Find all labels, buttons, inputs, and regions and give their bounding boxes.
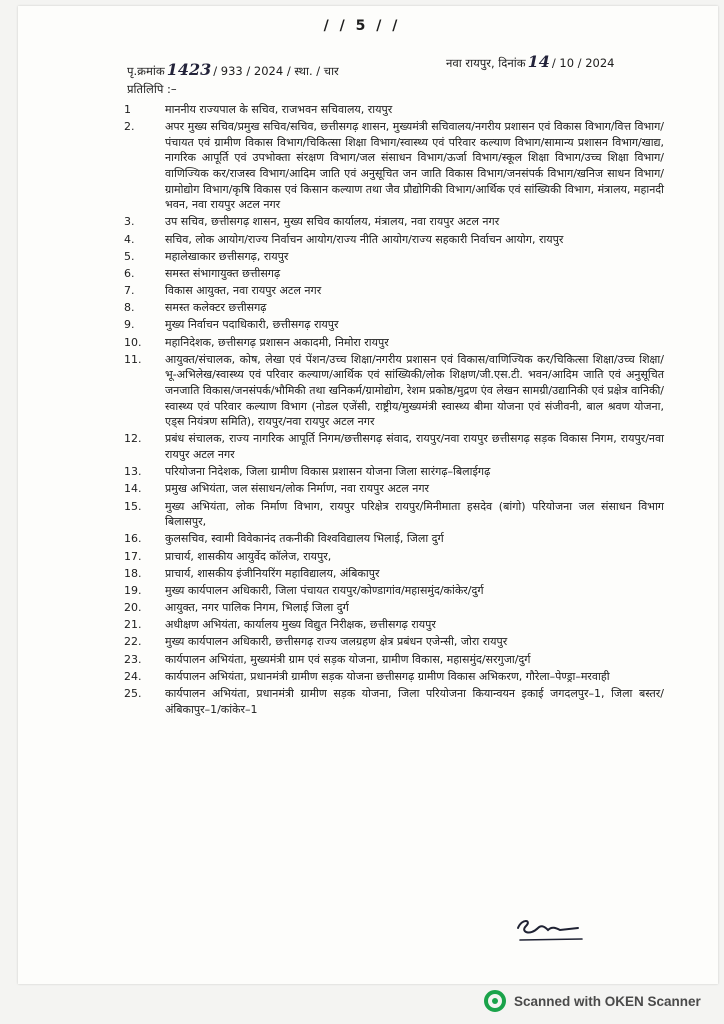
item-number: 21.: [124, 618, 142, 632]
item-number: 14.: [124, 482, 142, 496]
reference-handwritten-number: 1423: [166, 60, 212, 79]
place-and-date: [446, 52, 614, 71]
item-text: परियोजना निदेशक, जिला ग्रामीण विकास प्रशासन योजना जिला सारंगढ़–बिलाईगढ़: [165, 465, 491, 479]
item-text: महालेखाकार छत्तीसगढ़, रायपुर: [165, 249, 289, 263]
reference-number: [127, 60, 339, 79]
item-text: प्रमुख अभियंता, जल संसाधन/लोक निर्माण, नवा रायपुर अटल नगर: [165, 482, 430, 496]
list-item: [124, 617, 664, 633]
list-item: [124, 249, 664, 265]
copy-to-label: प्रतिलिपि :–: [127, 82, 177, 96]
item-text: मुख्य अभियंता, लोक निर्माण विभाग, रायपुर परिक्षेत्र रायपुर/मिनीमाता हसदेव (बांगो) परियोजना जल संसाधन विभाग बिलासपुर,: [165, 499, 664, 529]
reference-suffix: / 933 / 2024 / स्था. / चार: [213, 64, 339, 78]
item-text: मुख्य कार्यपालन अधिकारी, जिला पंचायत रायपुर/कोण्डागांव/महासमुंद/कांकेर/दुर्ग: [165, 583, 484, 597]
item-number: 13.: [124, 465, 142, 479]
item-number: 18.: [124, 566, 142, 580]
item-number: 9.: [124, 318, 135, 332]
date-handwritten-day: 14: [527, 52, 550, 71]
item-text: प्रबंध संचालक, राज्य नागरिक आपूर्ति निगम/छत्तीसगढ़ संवाद, रायपुर/नवा रायपुर छत्तीसगढ़ सड़क विकास निगम, रायपुर/नवा रायपुर अटल नगर: [165, 432, 664, 461]
list-item: [124, 634, 664, 650]
signature: [512, 906, 584, 946]
list-item: [124, 300, 664, 316]
item-text: कुलसचिव, स्वामी विवेकानंद तकनीकी विश्वविद्यालय भिलाई, जिला दुर्ग: [165, 532, 444, 546]
list-item: [124, 283, 664, 299]
item-text: समस्त संभागायुक्त छत्तीसगढ़: [165, 266, 281, 280]
item-number: 17.: [124, 549, 142, 563]
item-number: 22.: [124, 635, 142, 649]
item-text: समस्त कलेक्टर छत्तीसगढ़: [165, 301, 267, 315]
item-number: 3.: [124, 215, 135, 229]
oken-logo-icon: [484, 990, 506, 1012]
item-text: सचिव, लोक आयोग/राज्य निर्वाचन आयोग/राज्य नीति आयोग/राज्य सहकारी निर्वाचन आयोग, रायपुर: [165, 232, 564, 246]
item-text: आयुक्त, नगर पालिक निगम, भिलाई जिला दुर्ग: [165, 601, 349, 615]
list-item: [124, 232, 664, 248]
item-text: प्राचार्य, शासकीय इंजीनियरिंग महाविद्यालय, अंबिकापुर: [165, 566, 380, 580]
item-number: 8.: [124, 301, 135, 315]
item-text: माननीय राज्यपाल के सचिव, राजभवन सचिवालय, रायपुर: [165, 103, 393, 116]
distribution-list: [124, 102, 664, 719]
list-item: [124, 499, 664, 530]
list-item: [124, 566, 664, 582]
list-item: [124, 317, 664, 333]
item-number: 20.: [124, 601, 142, 615]
list-item: [124, 652, 664, 668]
scanner-text: Scanned with OKEN Scanner: [514, 993, 701, 1009]
item-number: 19.: [124, 583, 142, 597]
list-item: [124, 352, 664, 430]
item-number: 2.: [124, 120, 135, 134]
list-item: [124, 583, 664, 599]
list-item: [124, 214, 664, 230]
item-text: महानिदेशक, छत्तीसगढ़ प्रशासन अकादमी, निमोरा रायपुर: [165, 335, 389, 349]
item-number: 6.: [124, 266, 135, 280]
page-number: / / 5 / /: [323, 18, 401, 34]
item-text: विकास आयुक्त, नवा रायपुर अटल नगर: [165, 284, 322, 298]
item-number: 12.: [124, 432, 142, 446]
item-text: आयुक्त/संचालक, कोष, लेखा एवं पेंशन/उच्च शिक्षा/नगरीय प्रशासन एवं विकास/वाणिज्यिक कर/चिकित्सा शिक्षा/उच्च शिक्षा/भू-अभिलेख/स्वास्थ्य एवं परिवार कल्याण/आर्थिक एवं सांख्यिकी/लोक शिक्षण/जी.एस.टी. भवन/आदिम जाति एवं अनुसूचित जनजाति विकास/जनसंपर्क/भौमिकी तथा खनिकर्म/ग्रामोद्योग, रेशम प्रकोष्ठ/मुद्रण एंव लेखन सामग्री/उद्यानिकी एवं प्रक्षेत्र वानिकी/स्वास्थ्य एवं परिवार कल्याण विभाग (नोडल एजेंसी, राष्ट्रीय/मुख्यमंत्री स्वास्थ्य बीमा योजना एवं संजीवनी, बाल श्रवण योजना, एड्स नियंत्रण समिति), रायपुर/नवा रायपुर अटल नगर: [165, 352, 664, 429]
reference-prefix: पृ.क्रमांक: [127, 64, 165, 78]
list-item: [124, 600, 664, 616]
item-text: प्राचार्य, शासकीय आयुर्वेद कॉलेज, रायपुर,: [165, 549, 332, 563]
item-number: 25.: [124, 687, 142, 701]
item-number: 11.: [124, 352, 142, 366]
list-item: [124, 335, 664, 351]
list-item: [124, 431, 664, 462]
item-text: कार्यपालन अभियंता, प्रधानमंत्री ग्रामीण सड़क योजना छत्तीसगढ़ ग्रामीण विकास अभिकरण, गौरेला–पेण्ड्रा–मरवाही: [165, 669, 610, 683]
list-item: [124, 531, 664, 547]
item-number: 7.: [124, 284, 135, 298]
item-text: कार्यपालन अभियंता, मुख्यमंत्री ग्राम एवं सड़क योजना, ग्रामीण विकास, महासमुंद/सरगुजा/दुर्ग: [165, 652, 531, 666]
item-text: अपर मुख्य सचिव/प्रमुख सचिव/सचिव, छत्तीसगढ़ शासन, मुख्यमंत्री सचिवालय/नगरीय प्रशासन एवं विकास विभाग/वित्त विभाग/पंचायत एवं ग्रामीण विकास विभाग/चिकित्सा शिक्षा विभाग/स्वास्थ्य एवं परिवार कल्याण विभाग/सामान्य प्रशासन विभाग/खाद्य, नागरिक आपूर्ति एवं उपभोक्ता संरक्षण विभाग/जल संसाधन विभाग/ऊर्जा विभाग/स्कूल शिक्षा विभाग/उच्च शिक्षा विभाग/वाणिज्यिक कर/राजस्व विभाग/आदिम जाति एवं अनुसूचित जन जाति विकास विभाग/जनसंपर्क विभाग/खनिज साधन विभाग/ग्रामोद्योग विभाग/कृषि विकास एवं किसान कल्याण तथा जैव प्रौद्योगिकी विभाग/आर्थिक एवं सांख्यिकी विभाग, मंत्रालय, महानदी भवन, नवा रायपुर अटल नगर: [165, 120, 664, 212]
list-item: [124, 549, 664, 565]
item-text: मुख्य निर्वाचन पदाधिकारी, छत्तीसगढ़ रायपुर: [165, 318, 339, 332]
item-text: मुख्य कार्यपालन अधिकारी, छत्तीसगढ़ राज्य जलग्रहण क्षेत्र प्रबंधन एजेन्सी, जोरा रायपुर: [165, 635, 508, 649]
item-number: 4.: [124, 232, 135, 246]
list-item: [124, 481, 664, 497]
item-number: 16.: [124, 532, 142, 546]
item-number: 10.: [124, 335, 142, 349]
list-item: [124, 266, 664, 282]
item-text: अधीक्षण अभियंता, कार्यालय मुख्य विद्युत निरीक्षक, छत्तीसगढ़ रायपुर: [165, 618, 436, 632]
place-date-label: नवा रायपुर, दिनांक: [446, 56, 526, 70]
item-number: 15.: [124, 499, 142, 513]
item-text: कार्यपालन अभियंता, प्रधानमंत्री ग्रामीण सड़क योजना, जिला परियोजना कियान्वयन इकाई जगदलपुर–1, जिला बस्तर/अंबिकापुर–1/कांकेर–1: [165, 687, 664, 716]
list-item: [124, 464, 664, 480]
list-item: [124, 686, 664, 717]
item-number: 24.: [124, 669, 142, 683]
list-item: [124, 669, 664, 685]
item-number: 1: [124, 103, 131, 116]
scanner-watermark: [484, 990, 701, 1012]
item-number: 5.: [124, 249, 135, 263]
list-item: [124, 119, 664, 213]
item-number: 23.: [124, 652, 142, 666]
item-text: उप सचिव, छत्तीसगढ़ शासन, मुख्य सचिव कार्यालय, मंत्रालय, नवा रायपुर अटल नगर: [165, 215, 500, 229]
date-rest: / 10 / 2024: [551, 56, 615, 70]
list-item: [124, 102, 664, 118]
